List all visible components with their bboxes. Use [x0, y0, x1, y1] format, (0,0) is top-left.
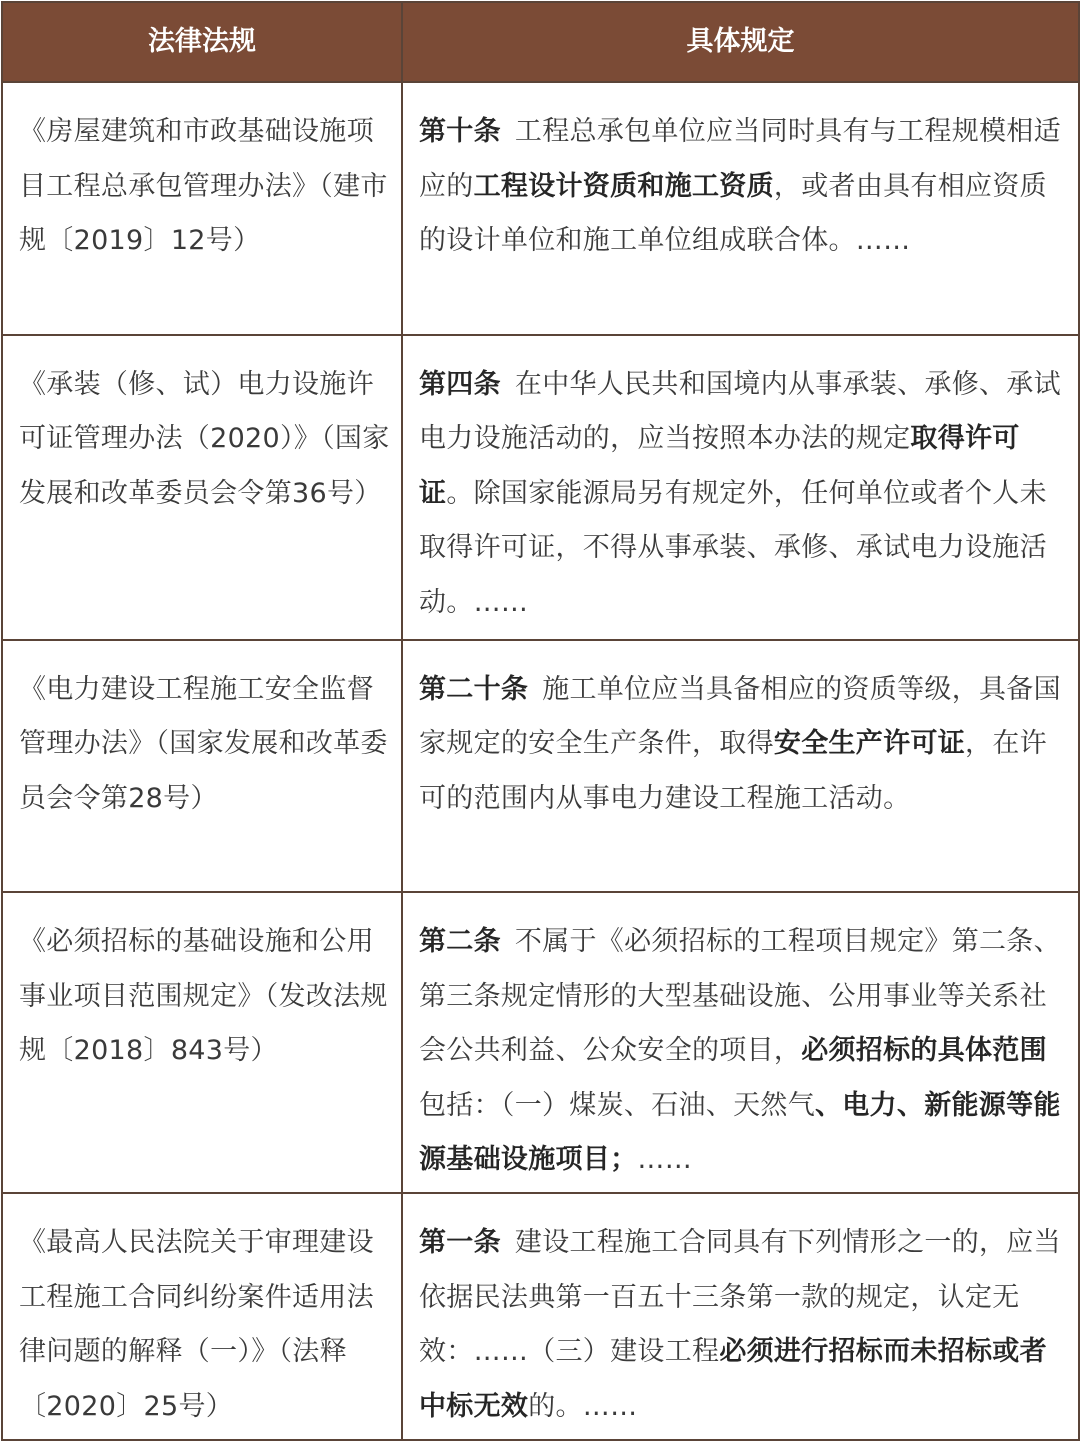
- table-row: [2, 82, 1079, 335]
- provision-emphasis: 工程设计资质和施工资质: [473, 170, 774, 202]
- article-label: 第十条: [419, 116, 501, 147]
- table-row: [2, 335, 1079, 640]
- header-row: [2, 2, 1079, 82]
- provision-text: 建设工程施工合同具有下列情形之一的，应当依据民法典第一百五十三条第一款的规定，认定无效：……（三）建设工程: [419, 1227, 1061, 1368]
- provision-emphasis: 安全生产许可证: [773, 728, 966, 760]
- article-label: 第二条: [419, 926, 501, 958]
- table-row: [2, 1193, 1079, 1440]
- provision-emphasis: 取得许可证: [419, 423, 1020, 509]
- law-cell: 《房屋建筑和市政基础设施项目工程总承包管理办法》（建市规〔2019〕12号）: [2, 82, 402, 335]
- law-cell: 《最高人民法院关于审理建设工程施工合同纠纷案件适用法律问题的解释（一）》（法释〔2020〕25号）: [2, 1193, 402, 1440]
- provision-text: ，在许可的范围内从事电力建设工程施工活动。: [419, 728, 1047, 814]
- law-cell: 《承装（修、试）电力设施许可证管理办法（2020）》（国家发展和改革委员会令第36号）: [2, 335, 402, 640]
- header-provision: 具体规定: [402, 2, 1079, 82]
- provision-cell: [402, 640, 1079, 893]
- law-cell: 《电力建设工程施工安全监督管理办法》（国家发展和改革委员会令第28号）: [2, 640, 402, 893]
- provision-emphasis: 必须招标的具体范围: [801, 1035, 1047, 1067]
- provision-emphasis: 必须进行招标而未招标或者中标无效: [419, 1336, 1047, 1422]
- law-cell: 《必须招标的基础设施和公用事业项目范围规定》（发改法规规〔2018〕843号）: [2, 892, 402, 1193]
- provision-cell: [402, 335, 1079, 640]
- provision-cell: [402, 82, 1079, 335]
- header-law: 法律法规: [2, 2, 402, 82]
- table-row: [2, 892, 1079, 1193]
- provision-text: ……: [637, 1144, 693, 1176]
- table-row: [2, 640, 1079, 893]
- provision-emphasis: 、电力、新能源等能源基础设施项目；: [419, 1089, 1061, 1176]
- provision-text: 施工单位应当具备相应的资质等级，具备国家规定的安全生产条件，取得: [419, 673, 1061, 760]
- provision-cell: [402, 1193, 1079, 1440]
- provision-text: 不属于《必须招标的工程项目规定》第二条、第三条规定情形的大型基础设施、公用事业等关系社会公共利益、公众安全的项目，: [419, 926, 1061, 1067]
- provision-text: 包括：（一）煤炭、石油、天然气: [419, 1089, 815, 1121]
- provision-text: 的。……: [528, 1390, 638, 1422]
- article-label: 第二十条: [419, 673, 529, 705]
- provision-text: 工程总承包单位应当同时具有与工程规模相适应的: [419, 116, 1061, 202]
- article-label: 第一条: [419, 1227, 501, 1259]
- provision-text: 在中华人民共和国境内从事承装、承修、承试电力设施活动的，应当按照本办法的规定: [419, 368, 1061, 455]
- provision-text: ，或者由具有相应资质的设计单位和施工单位组成联合体。……: [419, 170, 1047, 256]
- provision-cell: [402, 892, 1079, 1193]
- article-label: 第四条: [419, 368, 501, 400]
- regulations-table: [1, 1, 1080, 1441]
- provision-text: 。除国家能源局另有规定外，任何单位或者个人未取得许可证，不得从事承装、承修、承试电力设施活动。……: [419, 477, 1047, 618]
